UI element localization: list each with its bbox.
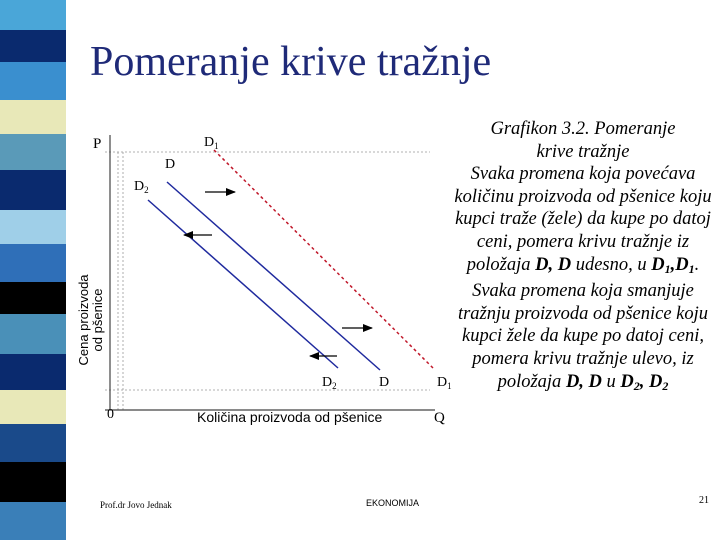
demand-curve-d1 [214, 150, 435, 370]
strip-block [0, 134, 66, 170]
caption-heading-line2: krive tražnje [536, 141, 630, 162]
strip-block [0, 502, 66, 540]
diagram-caption [452, 118, 714, 397]
strip-block [0, 62, 66, 100]
strip-block [0, 0, 66, 30]
curve-label-d2-top: $D_2$ [134, 179, 149, 195]
curve-label-d1-top: $D_1$ [204, 135, 219, 151]
caption-paragraph-decrease: Svaka promena koja smanjuje tražnju proizvoda od pšenice koju kupci žele da kupe po datoj ceni, pomera krivu tražnje ulevo, iz položaja D, D u $D_2$, $D_2$ [457, 281, 709, 393]
decorative-side-strip [0, 0, 66, 540]
page-number: 21 [699, 495, 709, 506]
x-axis-letter: Q [434, 410, 445, 426]
curve-label-d1-bottom: $D_1$ [437, 375, 452, 391]
x-axis-label: Količina proizvoda od pšenice [197, 409, 383, 425]
footer-author: Prof.dr Jovo Jednak [100, 500, 172, 510]
grid [105, 152, 430, 410]
strip-block [0, 424, 66, 462]
demand-curve-d2 [148, 200, 338, 368]
demand-shift-diagram [70, 120, 460, 440]
y-axis-label-line1: Cena proizvoda [76, 274, 91, 366]
caption-heading-line1: Grafikon 3.2. Pomeranje [490, 119, 676, 139]
strip-block [0, 462, 66, 502]
strip-block [0, 314, 66, 354]
y-axis-label-line2: od pšenice [90, 288, 105, 352]
origin-label: 0 [107, 407, 114, 422]
strip-block [0, 244, 66, 282]
curve-label-d-top: D [165, 157, 176, 172]
footer-course: EKONOMIJA [366, 498, 420, 508]
slide-title: Pomeranje krive tražnje [90, 39, 492, 85]
strip-block [0, 170, 66, 210]
strip-block [0, 390, 66, 424]
y-axis-letter: P [93, 136, 102, 152]
curve-label-d2-bottom: $D_2$ [322, 375, 337, 391]
strip-block [0, 100, 66, 134]
strip-block [0, 30, 66, 62]
strip-block [0, 282, 66, 314]
caption-paragraph-increase: Svaka promena koja povećava količinu proizvoda od pšenice koju kupci traže (žele) da kupe po datoj ceni, pomera krivu tražnje iz položaja D, D udesno, u $D_1,D_1$. [454, 164, 712, 276]
strip-block [0, 354, 66, 390]
strip-block [0, 210, 66, 244]
curve-label-d-bottom: D [379, 375, 390, 390]
